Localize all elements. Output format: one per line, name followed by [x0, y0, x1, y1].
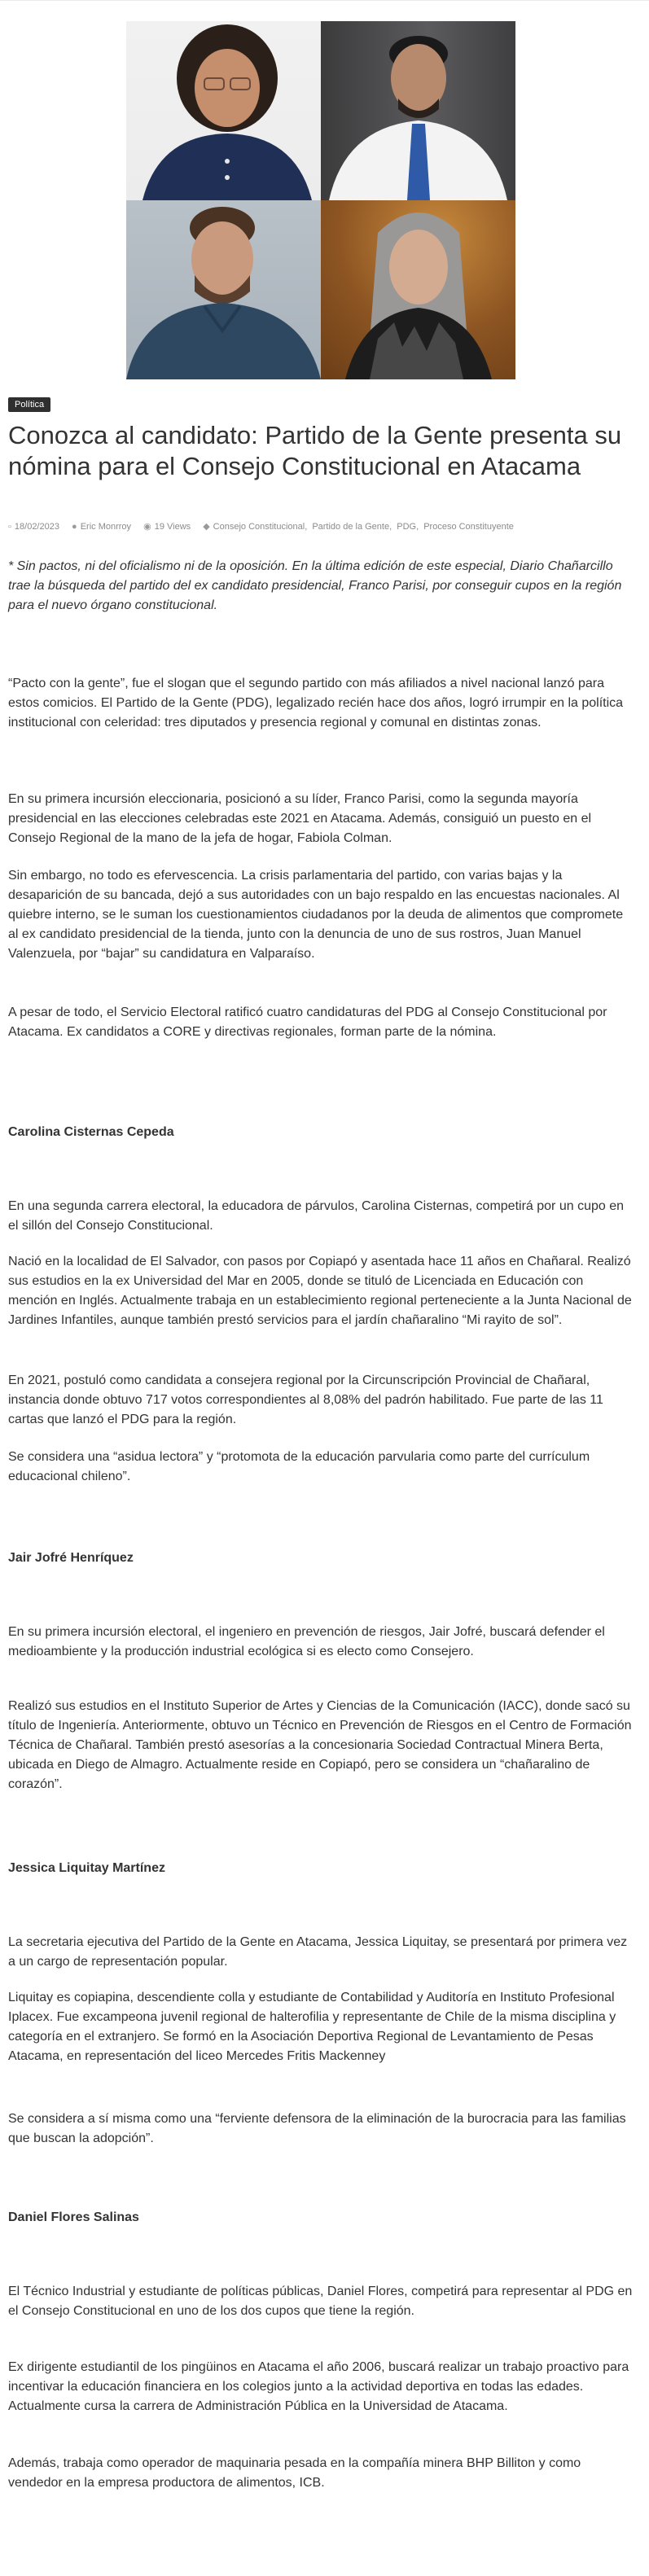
candidate-paragraph: Se considera una “asidua lectora” y “protomota de la educación parvularia como parte del currículum educacional chileno”.	[8, 1450, 590, 1483]
tag-link[interactable]: Consejo Constitucional	[213, 522, 305, 532]
views-text: 19 Views	[154, 522, 191, 532]
article-paragraph: A pesar de todo, el Servicio Electoral ratificó cuatro candidaturas del PDG al Consejo Constitucional por Atacama. Ex candidatos a CORE y directivas regionales, forman parte de la nómina.	[8, 1005, 607, 1039]
tag-link[interactable]: PDG	[397, 522, 417, 532]
candidate-paragraph: Se considera a sí misma como una “ferviente defensora de la eliminación de la burocracia para las familias que buscan la adopción”.	[8, 2112, 626, 2145]
top-divider	[0, 0, 649, 1]
tag-link[interactable]: Partido de la Gente	[312, 522, 390, 532]
article-title: Conozca al candidato: Partido de la Gente presenta su nómina para el Consejo Constitucional en Atacama	[8, 421, 622, 480]
candidate-photo-2	[321, 21, 515, 200]
meta-views	[143, 522, 191, 532]
date-text: 18/02/2023	[14, 522, 59, 532]
candidate-paragraph: La secretaria ejecutiva del Partido de la Gente en Atacama, Jessica Liquitay, se presentará por primera vez a un cargo de representación popular.	[8, 1935, 628, 1969]
candidate-paragraph: Realizó sus estudios en el Instituto Superior de Artes y Ciencias de la Comunicación (IACC), donde sacó su título de Ingeniería. Anteriormente, obtuvo un Técnico en Prevención de Riesgos en el Centro de Formación Técnica de Chañaral. También prestó asesorías a la concesionaria Sociedad Contractual Minera Berta, ubicada en Diego de Almagro. Actualmente reside en Copiapó, pero se considera un “chañaralino de corazón”.	[8, 1699, 632, 1791]
candidate-paragraph: Nació en la localidad de El Salvador, con pasos por Copiapó y asentada hace 11 años en Chañaral. Realizó sus estudios en la ex Universidad del Mar en 2005, donde se tituló de Licenciada en Educación con mención en Inglés. Actualmente trabaja en un establecimiento regional perteneciente a la Junta Nacional de Jardines Infantiles, aunque también prestó servicios para el jardín chañaralino “Mi rayito de sol”.	[8, 1255, 632, 1327]
candidate-paragraph: Ex dirigente estudiantil de los pingüinos en Atacama el año 2006, buscará realizar un trabajo proactivo para incentivar la educación financiera en los colegios junto a la actividad deportiva en todas las edades. Actualmente cursa la carrera de Administración Pública en la Universidad de Atacama.	[8, 2360, 629, 2413]
candidate-heading: Carolina Cisternas Cepeda	[8, 1125, 174, 1139]
article-paragraph: Sin embargo, no todo es efervescencia. La crisis parlamentaria del partido, con varias bajas y la desaparición de su bancada, dejó a sus autoridades con un bajo respaldo en las encuestas nacionales. Al quiebre interno, se le suman los cuestionamientos ciudadanos por la deuda de alimentos que compromete al ex candidato presidencial de la tienda, junto con la denuncia de uno de sus rostros, Juan Manuel Valenzuela, por “bajar” su candidatura en Valparaíso.	[8, 869, 624, 961]
post-meta	[8, 521, 643, 532]
candidate-heading: Daniel Flores Salinas	[8, 2210, 139, 2224]
user-icon: ●	[72, 522, 77, 532]
candidate-heading: Jair Jofré Henríquez	[8, 1551, 134, 1565]
author-link[interactable]: Eric Monrroy	[80, 522, 132, 532]
candidate-heading: Jessica Liquitay Martínez	[8, 1861, 165, 1875]
article-paragraph: En su primera incursión eleccionaria, posicionó a su líder, Franco Parisi, como la segunda mayoría presidencial en las elecciones celebradas este 2021 en Atacama. Además, consiguió un puesto en el Consejo Regional de la mano de la jefa de hogar, Fabiola Colman.	[8, 792, 592, 845]
article-paragraph: “Pacto con la gente”, fue el slogan que el segundo partido con más afiliados a nivel nacional lanzó para estos comicios. El Partido de la Gente (PDG), legalizado recién hace dos años, logró irrumpir en la política institucional con celeridad: tres diputados y presencia regional y comunal en distintas zonas.	[8, 677, 624, 729]
candidate-paragraph: En una segunda carrera electoral, la educadora de párvulos, Carolina Cisternas, competirá por un cupo en el sillón del Consejo Constitucional.	[8, 1199, 624, 1233]
candidate-photo-4	[321, 200, 515, 379]
calendar-icon: ▫	[8, 522, 11, 532]
candidate-paragraph: El Técnico Industrial y estudiante de políticas públicas, Daniel Flores, competirá para representar al PDG en el Consejo Constitucional en uno de los dos cupos que tiene la región.	[8, 2285, 633, 2318]
featured-image-collage	[126, 21, 515, 379]
article-intro: * Sin pactos, ni del oficialismo ni de la oposición. En la última edición de este especial, Diario Chañarcillo trae la búsqueda del partido del ex candidato presidencial, Franco Parisi, por conseguir cupos en la región para el nuevo órgano constitucional.	[8, 559, 622, 612]
eye-icon: ◉	[143, 522, 151, 532]
candidate-paragraph: En su primera incursión electoral, el ingeniero en prevención de riesgos, Jair Jofré, buscará defender el medioambiente y la producción industrial ecológica si es electo como Consejero.	[8, 1625, 605, 1658]
meta-date	[8, 522, 59, 532]
tag-icon: ◆	[203, 522, 210, 532]
candidate-photo-3	[126, 200, 321, 379]
candidate-paragraph: Liquitay es copiapina, descendiente colla y estudiante de Contabilidad y Auditoría en Instituto Profesional Iplacex. Fue excampeona juvenil regional de halterofilia y representante de Chile de la misma disciplina y categoría en el extranjero. Se formó en la Asociación Deportiva Regional de Levantamiento de Pesas Atacama, en representación del liceo Mercedes Fritis Mackenney	[8, 1991, 616, 2063]
category-badge[interactable]: Política	[8, 397, 50, 412]
candidate-paragraph: Además, trabaja como operador de maquinaria pesada en la compañía minera BHP Billiton y como vendedor en la empresa productora de alimentos, ICB.	[8, 2456, 581, 2490]
meta-author[interactable]	[72, 522, 131, 532]
meta-tags: ◆ Consejo Constitucional, Partido de la Gente, PDG, Proceso Constituyente	[203, 522, 514, 532]
candidate-paragraph: En 2021, postuló como candidata a consejera regional por la Circunscripción Provincial de Chañaral, instancia donde obtuvo 717 votos correspondientes al 8,08% del padrón habilitado. Fue parte de las 11 cartas que lanzó el PDG para la región.	[8, 1373, 603, 1426]
tag-link[interactable]: Proceso Constituyente	[423, 522, 514, 532]
candidate-photo-1	[126, 21, 321, 200]
